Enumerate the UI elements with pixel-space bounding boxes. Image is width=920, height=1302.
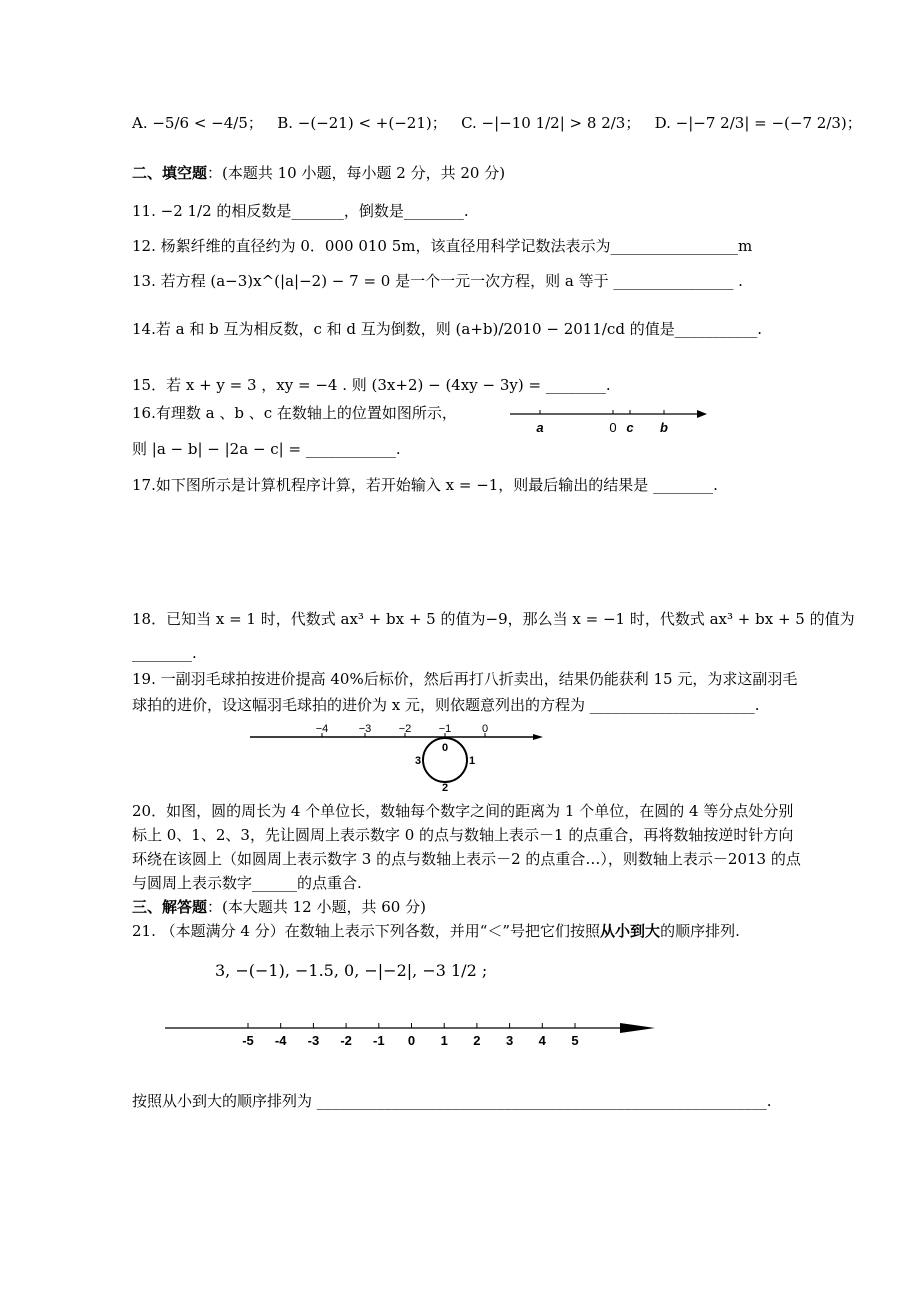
q20-axis-label: −2 [398,723,412,735]
question-16-line1: 16.有理数 a 、b 、c 在数轴上的位置如图所示， [132,404,457,422]
q21-tick-label: 0 [407,1033,416,1048]
question-21-numbers: 3, −(−1), −1.5, 0, −|−2|, −3 1/2 ; [215,961,488,980]
section3-title: 三、解答题 [132,898,208,916]
question-11: 11. −2 1/2 的相反数是_______，倒数是________. [132,202,469,220]
question-16-line2: 则 |a − b| − |2a − c| = ____________. [132,440,401,458]
section2-note: ：(本题共 10 小题，每小题 2 分，共 20 分) [207,164,506,182]
q10-options [132,112,862,134]
question-20-line2: 标上 0、1、2、3，先让圆周上表示数字 0 的点与数轴上表示－1 的点重合，再将数轴按逆时针方向 [132,826,794,844]
q20-axis-label: −3 [358,723,372,735]
question-21-prefix: 21. （本题满分 4 分）在数轴上表示下列各数，并用“＜”号把它们按照 [132,922,601,940]
q21-tick-label: -4 [274,1033,287,1048]
q10-option-c: C. −|−10 1/2| > 8 2/3； [461,114,641,132]
q16-label-0: 0 [609,420,617,435]
q10-option-d: D. −|−7 2/3| = −(−7 2/3)； [654,114,862,132]
q21-tick-label: 3 [505,1033,514,1048]
section3-note: ：(本大题共 12 小题，共 60 分) [207,898,426,916]
question-20-line4: 与圆周上表示数字______的点重合. [132,874,362,892]
q20-circle-label: 2 [441,782,449,794]
section3-heading [132,896,426,918]
question-21 [132,920,740,942]
q21-tick-label: -5 [242,1033,254,1048]
question-20-line3: 环绕在该圆上（如圆周上表示数字 3 的点与数轴上表示－2 的点重合…），则数轴上表示－2013 的点 [132,850,801,868]
q21-tick-label: 5 [571,1033,579,1048]
q20-circle-label: 1 [468,755,476,767]
question-15: 15．若 x + y = 3 ，xy = −4 . 则 (3x+2) − (4xy − 3y) = ________. [132,376,611,394]
question-14: 14.若 a 和 b 互为相反数，c 和 d 互为倒数，则 (a+b)/2010 − 2011/cd 的值是___________. [132,320,762,338]
question-21-answer: 按照从小到大的顺序排列为 ____________________________________________________________. [132,1092,772,1110]
q20-axis-label: −1 [438,723,452,735]
question-21-emphasis: 从小到大 [600,922,661,940]
q20-circle-label: 0 [441,742,449,754]
q20-axis-label: −4 [315,723,329,735]
q21-number-line [160,1012,660,1050]
q20-figure [245,722,545,794]
question-18-line1: 18．已知当 x = 1 时，代数式 ax³ + bx + 5 的值为−9，那么当 x = −1 时，代数式 ax³ + bx + 5 的值为 [132,610,855,628]
q16-label-c: c [626,420,634,435]
q16-number-line [505,402,710,438]
question-20-line1: 20．如图，圆的周长为 4 个单位长，数轴每个数字之间的距离为 1 个单位，在圆的 4 等分点处分别 [132,802,794,820]
q10-option-b: B. −(−21) < +(−21)； [277,114,447,132]
question-21-suffix: 的顺序排列. [660,922,740,940]
q21-tick-label: -2 [340,1033,352,1048]
q21-tick-label: -1 [373,1033,385,1048]
section2-heading [132,162,505,184]
question-18-line2: ________. [132,644,197,662]
q10-option-a: A. −5/6 < −4/5； [132,114,263,132]
q20-circle-label: 3 [414,755,422,767]
question-19-line1: 19. 一副羽毛球拍按进价提高 40%后标价，然后再打八折卖出，结果仍能获利 15 元，为求这副羽毛 [132,670,798,688]
question-12: 12. 杨絮纤维的直径约为 0．000 010 5m，该直径用科学记数法表示为_________________m [132,237,753,255]
q16-label-b: b [660,420,668,435]
question-19-line2: 球拍的进价，设这幅羽毛球拍的进价为 x 元，则依题意列出的方程为 ______________________. [132,696,760,714]
q20-axis-label: 0 [481,723,489,735]
q21-tick-label: 1 [440,1033,448,1048]
q16-label-a: a [536,420,544,435]
question-13: 13. 若方程 (a−3)x^(|a|−2) − 7 = 0 是一个一元一次方程，则 a 等于 ________________ . [132,272,743,290]
q21-tick-label: 2 [473,1033,481,1048]
q21-tick-label: 4 [538,1033,546,1048]
question-17: 17.如下图所示是计算机程序计算，若开始输入 x = −1，则最后输出的结果是 ________. [132,476,718,494]
section2-title: 二、填空题 [132,164,208,182]
q21-tick-label: -3 [307,1033,320,1048]
